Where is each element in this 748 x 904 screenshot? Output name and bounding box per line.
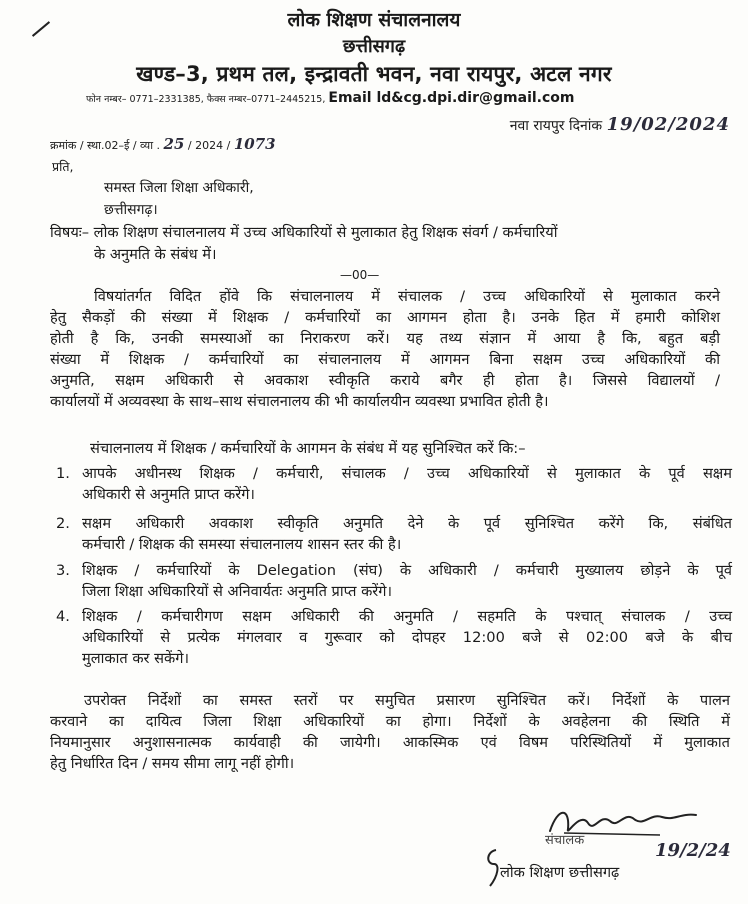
item-line: अधिकारियों से प्रत्येक मंगलवार व गुरूवार को दोपहर 12:00 बजे से 02:00 बजे के बीच bbox=[82, 629, 732, 646]
list-intro: संचालनालय में शिक्षक / कर्मचारियों के आगमन के संबंध में यह सुनिश्चित करें कि:– bbox=[90, 440, 526, 457]
item-number: 4. bbox=[56, 608, 70, 625]
office-address: खण्ड–3, प्रथम तल, इन्द्रावती भवन, नवा रायपुर, अटल नगर bbox=[136, 62, 612, 86]
item-line: मुलाकात कर सकेंगे। bbox=[82, 650, 189, 667]
paragraph-1 bbox=[50, 286, 720, 412]
paragraph-line: हेतु निर्धारित दिन / समय सीमा लागू नहीं होगी। bbox=[50, 755, 295, 772]
to-label: प्रति, bbox=[52, 159, 74, 174]
handwritten-date: 19/02/2024 bbox=[606, 114, 730, 135]
paragraph-line: हेतु सैकड़ों की संख्या में शिक्षक / कर्मचारियों का आगमन होता है। उनके हित में हमारी कोशिश bbox=[50, 309, 720, 326]
signatory-title: लोक शिक्षण छत्तीसगढ़ bbox=[500, 864, 620, 881]
paragraph-2 bbox=[50, 690, 730, 774]
item-line: सक्षम अधिकारी अवकाश स्वीकृति अनुमति देने के पूर्व सुनिश्चित करेंगे कि, संबंधित bbox=[82, 515, 732, 532]
department-name: लोक शिक्षण संचालनालय bbox=[287, 9, 461, 31]
signature-stamp-word: संचालक bbox=[545, 833, 585, 848]
paragraph-line: संख्या में शिक्षक / कर्मचारियों का संचालनालय में आगमन बिना सक्षम उच्च अधिकारियों की bbox=[50, 351, 720, 368]
paragraph-line: करवाने का दायित्व जिला शिक्षा अधिकारियों का होगा। निर्देशों के अवहेलना की स्थिति में bbox=[50, 713, 730, 730]
paragraph-line: उपरोक्त निर्देशों का समस्त स्तरों पर समुचित प्रसारण सुनिश्चित करें। निर्देशों के पालन bbox=[84, 692, 730, 709]
reference-number bbox=[50, 135, 276, 153]
paragraph-line: होती है कि, उनकी समस्याओं का निराकरण करें। यह तथ्य संज्ञान में आया है कि, बहुत बड़ी bbox=[50, 330, 720, 347]
paragraph-line: कार्यालयों में अव्यवस्था के साथ–साथ संचालनालय की भी कार्यालयीन व्यवस्था प्रभावित होती है। bbox=[50, 393, 549, 410]
separator: —00— bbox=[340, 268, 380, 282]
recipient-line-1: समस्त जिला शिक्षा अधिकारी, bbox=[104, 180, 254, 196]
subject-line-1: विषयः– लोक शिक्षण संचालनालय में उच्च अधिकारियों से मुलाकात हेतु शिक्षक संवर्ग / कर्मचारियों bbox=[50, 224, 558, 241]
subject-line-2: के अनुमति के संबंध में। bbox=[94, 246, 217, 263]
item-line: जिला शिक्षा अधिकारियों से अनिवार्यतः अनुमति प्राप्त करेंगे। bbox=[82, 583, 393, 600]
reference-mid: / 2024 / bbox=[187, 139, 231, 152]
item-line: कर्मचारी / शिक्षक की समस्या संचालनालय शासन स्तर की है। bbox=[82, 536, 402, 553]
recipient-line-2: छत्तीसगढ़। bbox=[104, 202, 158, 218]
signature-date: 19/2/24 bbox=[655, 840, 731, 861]
reference-num-2: 1073 bbox=[233, 135, 276, 153]
list-item bbox=[56, 463, 732, 505]
item-line: अधिकारी से अनुमति प्राप्त करेंगे। bbox=[82, 486, 255, 503]
state-name: छत्तीसगढ़ bbox=[342, 36, 406, 57]
list-item bbox=[56, 606, 732, 669]
item-line: आपके अधीनस्थ शिक्षक / कर्मचारी, संचालक / उच्च अधिकारियों से मुलाकात के पूर्व सक्षम bbox=[82, 465, 732, 482]
list-item bbox=[56, 513, 732, 555]
item-number: 3. bbox=[56, 562, 70, 579]
date-label: नवा रायपुर दिनांक bbox=[509, 118, 603, 134]
list-item bbox=[56, 560, 732, 602]
paragraph-line: नियमानुसार अनुशासनात्मक कार्यवाही की जायेगी। आकस्मिक एवं विषम परिस्थितियों में मुलाकात bbox=[50, 734, 730, 751]
item-line: शिक्षक / कर्मचारियों के Delegation (संघ) के अधिकारी / कर्मचारी मुख्यालय छोड़ने के पूर्व bbox=[82, 562, 732, 579]
paragraph-line: अनुमति, सक्षम अधिकारी से अवकाश स्वीकृति कराये बगैर ही होता है। जिससे विद्यालयों / bbox=[50, 372, 720, 389]
item-number: 2. bbox=[56, 515, 70, 532]
contact-line bbox=[86, 90, 575, 106]
email-address: Email ld&cg.dpi.dir@gmail.com bbox=[328, 90, 575, 106]
reference-prefix: क्रमांक / स्था.02–ई / व्या . bbox=[50, 139, 161, 152]
reference-num-1: 25 bbox=[163, 135, 185, 153]
date-line bbox=[510, 114, 730, 135]
item-number: 1. bbox=[56, 465, 70, 482]
item-line: शिक्षक / कर्मचारीगण सक्षम अधिकारी की अनुमति / सहमति के पश्चात् संचालक / उच्च bbox=[82, 608, 732, 625]
paragraph-line: विषयांतर्गत विदित होंवे कि संचालनालय में संचालक / उच्च अधिकारियों से मुलाकात करने bbox=[94, 288, 720, 305]
phone-fax: फोन नम्बर– 0771–2331385, फैक्स नम्बर–0771–2445215, bbox=[86, 94, 326, 105]
